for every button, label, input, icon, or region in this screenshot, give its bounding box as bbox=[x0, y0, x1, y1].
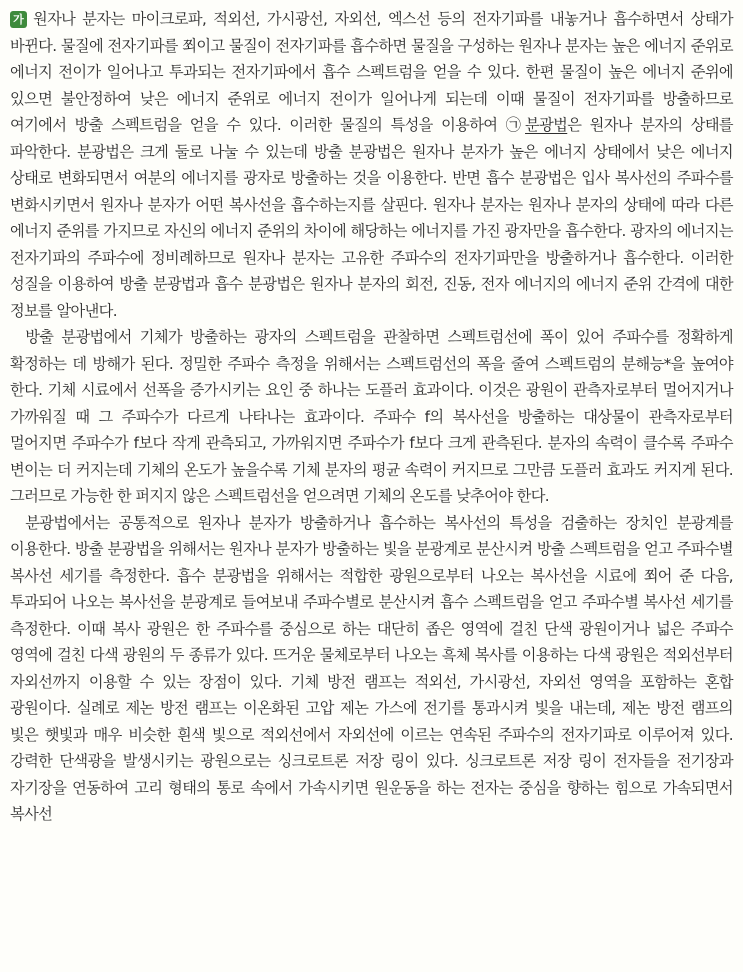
paragraph-2: 방출 분광법에서 기체가 방출하는 광자의 스펙트럼을 관찰하면 스펙트럼선에 폭이 있어 주파수를 정확하게 확정하는 데 방해가 된다. 정밀한 주파수 측정을 위해서는 스펙트럼선의 폭을 줄여 스펙트럼의 분해능*을 높여야 한다. 기체 시료에서 선폭을 증가시키는 요인 중 하나는 도플러 효과이다. 이것은 광원이 관측자로부터 멀어지거나 가까워질 때 그 주파수가 다르게 나타나는 효과이다. 주파수 f의 복사선을 방출하는 대상물이 관측자로부터 멀어지면 주파수가 f보다 작게 관측되고, 가까워지면 주파수가 f보다 크게 관측된다. 분자의 속력이 클수록 주파수 변이는 더 커지는데 기체의 온도가 높을수록 기체 분자의 평균 속력이 커지므로 그만큼 도플러 효과도 커지게 된다. 그러므로 가능한 한 퍼지지 않은 스펙트럼선을 얻으려면 기체의 온도를 낮추어야 한다. bbox=[10, 328, 733, 505]
paragraph-3: 분광법에서는 공통적으로 원자나 분자가 방출하거나 흡수하는 복사선의 특성을 검출하는 장치인 분광계를 이용한다. 방출 분광법을 위해서는 원자나 분자가 방출하는 빛을 분광계로 분산시켜 방출 스펙트럼을 얻고 주파수별 복사선 세기를 측정한다. 흡수 분광법을 위해서는 적합한 광원으로부터 나오는 복사선을 시료에 쬐어 준 다음, 투과되어 나오는 복사선을 분광계로 들여보내 주파수별로 분산시켜 흡수 스펙트럼을 얻고 주파수별 복사선 세기를 측정한다. 이때 복사 광원은 한 주파수를 중심으로 하는 대단히 좁은 영역에 걸친 단색 광원이거나 넓은 주파수 영역에 걸친 다색 광원의 두 종류가 있다. 뜨거운 물체로부터 나오는 흑체 복사를 이용하는 다색 광원은 적외선부터 자외선까지 이용할 수 있는 장점이 있다. 기체 방전 램프는 적외선, 가시광선, 자외선 영역을 포함하는 혼합 광원이다. 실례로 제논 방전 램프는 이온화된 고압 제논 가스에 전기를 통과시켜 빛을 내는데, 제논 방전 램프의 빛은 햇빛과 매우 비슷한 흰색 빛으로 적외선에서 자외선에 이르는 연속된 주파수의 전자기파로 이루어져 있다. 강력한 단색광을 발생시키는 광원으로는 싱크로트론 저장 링이 있다. 싱크로트론 저장 링이 전자들을 전기장과 자기장을 연동하여 고리 형태의 통로 속에서 가속시키면 원운동을 하는 전자는 중심을 향하는 힘으로 가속되면서 복사선 bbox=[10, 513, 733, 823]
paragraph-1-rest: 은 원자나 분자의 상태를 파악한다. 분광법은 크게 둘로 나눌 수 있는데 방출 분광법은 원자나 분자가 높은 에너지 상태에서 낮은 에너지 상태로 변화되면서 여분의 에너지를 광자로 방출하는 것을 이용한다. 반면 흡수 분광법은 입사 복사선의 주파수를 변화시키면서 원자나 분자가 어떤 복사선을 흡수하는지를 살핀다. 원자나 분자는 원자나 분자의 상태에 따라 다른 에너지 준위를 가지므로 자신의 에너지 준위의 차이에 해당하는 에너지를 가진 광자만을 흡수한다. 광자의 에너지는 전자기파의 주파수에 정비례하므로 원자나 분자는 고유한 주파수의 전자기파만을 방출하거나 흡수한다. 이러한 성질을 이용하여 방출 분광법과 흡수 분광법은 원자나 분자의 회전, 진동, 전자 에너지의 에너지 준위 간격에 대한 정보를 알아낸다. bbox=[10, 116, 733, 320]
circled-marker: ㉠ bbox=[505, 116, 526, 134]
underlined-term: 분광법 bbox=[525, 116, 568, 134]
paragraph-1 bbox=[10, 6, 733, 324]
passage-label-badge: 가 bbox=[10, 11, 27, 28]
paragraph-1-lead: 원자나 분자는 마이크로파, 적외선, 가시광선, 자외선, 엑스선 등의 전자기파를 내놓거나 흡수하면서 상태가 바뀐다. 물질에 전자기파를 쬐이고 물질이 전자기파를 흡수하면 물질을 구성하는 원자나 분자는 높은 에너지 준위로 에너지 전이가 일어나고 투과되는 전자기파에서 흡수 스펙트럼을 얻을 수 있다. 한편 물질이 높은 에너지 준위에 있으면 불안정하여 낮은 에너지 준위로 에너지 전이가 일어나게 되는데 이때 물질이 전자기파를 방출하므로 여기에서 방출 스펙트럼을 얻을 수 있다. 이러한 물질의 특성을 이용하여 bbox=[10, 10, 733, 134]
